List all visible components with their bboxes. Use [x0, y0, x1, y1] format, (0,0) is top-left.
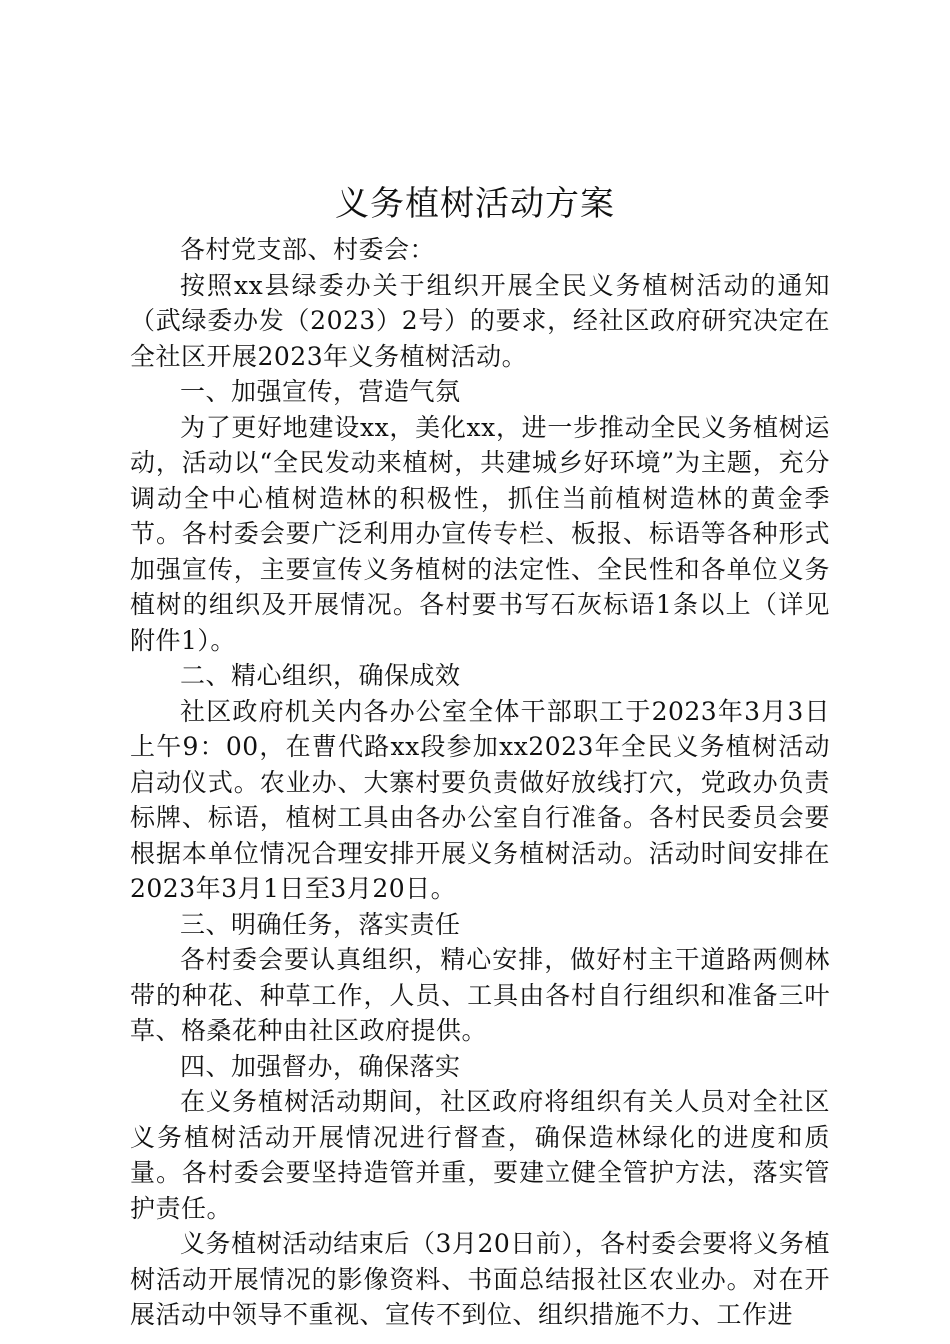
section-heading-1: 一、加强宣传，营造气氛 [180, 377, 461, 406]
section-heading-4: 四、加强督办，确保落实 [180, 1051, 461, 1081]
section-4-paragraph-1: 在义务植树活动期间，社区政府将组织有关人员对全社区义务植树活动开展情况进行督查，确保造林绿化的进度和质量。各村委会要坚持造管并重，要建立健全管护方法，落实管护责任。 [130, 1087, 830, 1223]
section-2-paragraph: 社区政府机关内各办公室全体干部职工于2023年3月3日上午9：00，在曹代路xx段参加xx2023年全民义务植树活动启动仪式。农业办、大寨村要负责做好放线打穴，党政办负责标牌、标语，植树工具由各办公室自行准备。各村民委员会要根据本单位情况合理安排开展义务植树活动。活动时间安排在2023年3月1日至3月20日。 [130, 696, 830, 903]
section-heading-3: 三、明确任务，落实责任 [180, 909, 461, 939]
section-1-paragraph: 为了更好地建设xx，美化xx，进一步推动全民义务植树运动，活动以“全民发动来植树，共建城乡好环境”为主题，充分调动全中心植树造林的积极性，抓住当前植树造林的黄金季节。各村委会要广泛利用办宣传专栏、板报、标语等各种形式加强宣传，主要宣传义务植树的法定性、全民性和各单位义务植树的组织及开展情况。各村要书写石灰标语1条以上（详见附件1）。 [130, 412, 830, 655]
section-3-paragraph: 各村委会要认真组织，精心安排，做好村主干道路两侧林带的种花、种草工作，人员、工具由各村自行组织和准备三叶草、格桑花种由社区政府提供。 [130, 945, 830, 1045]
document-body [130, 232, 830, 1333]
document-title: 义务植树活动方案 [335, 184, 615, 224]
intro-paragraph: 按照xx县绿委办关于组织开展全民义务植树活动的通知（武绿委办发（2023）2号）的要求，经社区政府研究决定在全社区开展2023年义务植树活动。 [130, 270, 830, 371]
section-heading-2: 二、精心组织，确保成效 [180, 661, 461, 690]
salutation: 各村党支部、村委会： [180, 235, 436, 264]
section-4-paragraph-2: 义务植树活动结束后（3月20日前），各村委会要将义务植树活动开展情况的影像资料、书面总结报社区农业办。对在开展活动中领导不重视、宣传不到位、组织措施不力、工作进 [130, 1229, 830, 1329]
